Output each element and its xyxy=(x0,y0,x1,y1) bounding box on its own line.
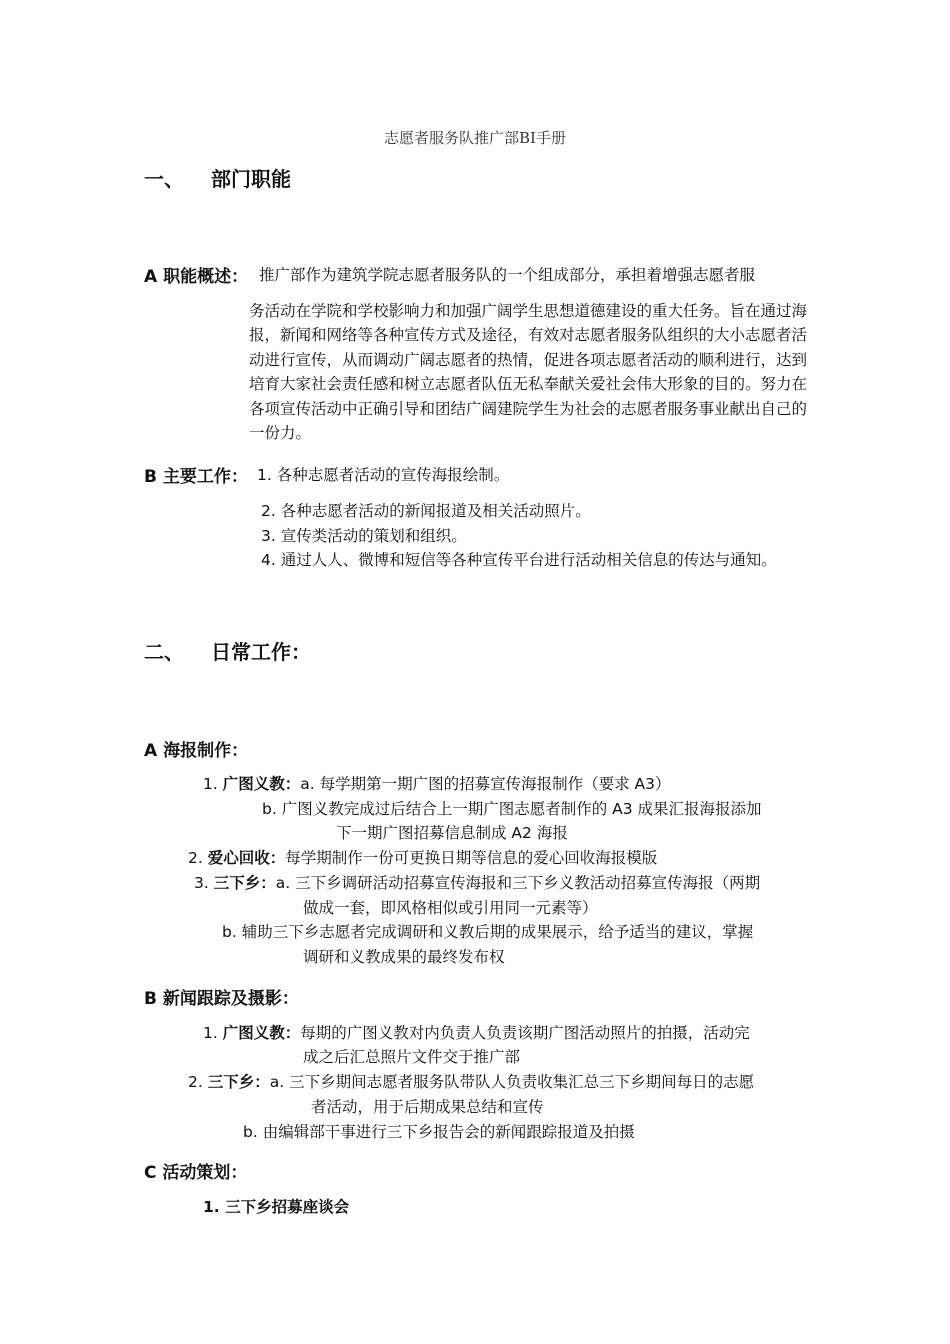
poster-item-3-b-line1: b. 辅助三下乡志愿者完成调研和义教后期的成果展示，给予适当的建议，掌握 xyxy=(222,923,754,941)
poster-item-1-label: 广图义教： xyxy=(222,775,301,793)
news-item-2-label: 三下乡： xyxy=(207,1073,270,1091)
news-item-1 xyxy=(203,1021,750,1045)
news-item-1-label: 广图义教： xyxy=(222,1024,301,1042)
main-work-item-1: 1. 各种志愿者活动的宣传海报绘制。 xyxy=(257,466,510,484)
poster-item-2 xyxy=(188,846,657,870)
function-overview-first-line: 推广部作为建筑学院志愿者服务队的一个组成部分，承担着增强志愿者服 xyxy=(259,266,756,284)
document-title: 志愿者服务队推广部BI手册 xyxy=(384,129,566,147)
poster-item-1-number: 1. xyxy=(203,775,218,793)
news-photography-label: B 新闻跟踪及摄影： xyxy=(144,989,299,1009)
news-item-2-number: 2. xyxy=(188,1073,203,1091)
main-work-item-3: 3. 宣传类活动的策划和组织。 xyxy=(261,527,467,545)
poster-item-3-number: 3. xyxy=(194,874,209,892)
poster-item-2-label: 爱心回收： xyxy=(207,849,286,867)
poster-item-1-b-line2: 下一期广图招募信息制成 A2 海报 xyxy=(336,824,568,842)
activity-planning-item-1: 1. 三下乡招募座谈会 xyxy=(203,1198,350,1216)
news-item-1-line2: 成之后汇总照片文件交于推广部 xyxy=(303,1048,521,1066)
main-work-item-4: 4. 通过人人、微博和短信等各种宣传平台进行活动相关信息的传达与通知。 xyxy=(261,551,777,569)
poster-item-3-b-line2: 调研和义教成果的最终发布权 xyxy=(303,948,505,966)
section-2-number: 二、 xyxy=(144,640,184,664)
poster-item-3-a-line1: a. 三下乡调研活动招募宣传海报和三下乡义教活动招募宣传海报（两期 xyxy=(275,874,761,892)
poster-item-3-a-line2: 做成一套，即风格相似或引用同一元素等） xyxy=(303,899,598,917)
section-1-title: 部门职能 xyxy=(211,167,291,191)
poster-item-2-text: 每学期制作一份可更换日期等信息的爱心回收海报模版 xyxy=(285,849,658,867)
poster-item-3-label: 三下乡： xyxy=(213,874,276,892)
poster-item-1-a: a. 每学期第一期广图的招募宣传海报制作（要求 A3） xyxy=(300,775,671,793)
function-overview-paragraph: 务活动在学院和学校影响力和加强广阔学生思想道德建设的重大任务。旨在通过海报，新闻和网络等各种宣传方式及途径，有效对志愿者服务队组织的大小志愿者活动进行宣传，从而调动广阔志愿者的热情，促进各项志愿者活动的顺利进行，达到培育大家社会责任感和树立志愿者队伍无私奉献关爱社会伟大形象的目的。努力在各项宣传活动中正确引导和团结广阔建院学生为社会的志愿者服务事业献出自己的一份力。 xyxy=(249,302,808,443)
news-item-1-number: 1. xyxy=(203,1024,218,1042)
main-work-item-2: 2. 各种志愿者活动的新闻报道及相关活动照片。 xyxy=(261,502,591,520)
poster-production-label: A 海报制作： xyxy=(144,741,249,761)
news-item-2-a-line2: 者活动，用于后期成果总结和宣传 xyxy=(311,1098,544,1116)
activity-planning-label: C 活动策划： xyxy=(144,1163,248,1183)
section-2-title: 日常工作： xyxy=(211,640,311,664)
function-overview-label: A 职能概述： xyxy=(144,267,249,287)
news-item-2 xyxy=(188,1070,754,1094)
poster-item-3 xyxy=(194,871,760,895)
news-item-2-b: b. 由编辑部干事进行三下乡报告会的新闻跟踪报道及拍摄 xyxy=(243,1123,635,1141)
main-work-label: B 主要工作： xyxy=(144,467,248,487)
news-item-1-line1: 每期的广图义教对内负责人负责该期广图活动照片的拍摄，活动完 xyxy=(300,1024,750,1042)
news-item-2-a-line1: a. 三下乡期间志愿者服务队带队人负责收集汇总三下乡期间每日的志愿 xyxy=(269,1073,755,1091)
section-1-number: 一、 xyxy=(144,167,184,191)
poster-item-1 xyxy=(203,772,671,796)
poster-item-1-b-line1: b. 广图义教完成过后结合上一期广图志愿者制作的 A3 成果汇报海报添加 xyxy=(262,800,762,818)
poster-item-2-number: 2. xyxy=(188,849,203,867)
